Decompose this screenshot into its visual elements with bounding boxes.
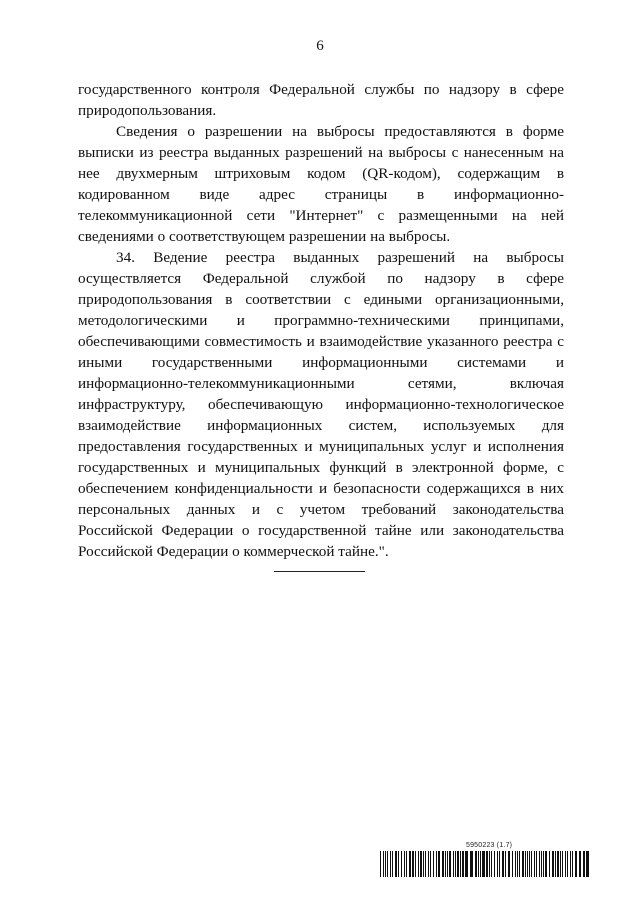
barcode-icon [380,851,590,877]
section-separator [274,571,365,572]
paragraph-emission-permit-info: Сведения о разрешении на выбросы предоставляются в форме выписки из реестра выданных разрешений на выбросы с нанесенным на нее двухмерным штриховым кодом (QR-кодом), содержащим в кодированном виде адрес страницы в информационно-телекоммуникационной сети "Интернет" с размещенными на ней сведениями о соответствующем разрешении на выбросы. [78,123,564,245]
page-number: 6 [316,38,324,54]
document-body [78,79,564,562]
paragraph-34-registry: 34. Ведение реестра выданных разрешений на выбросы осуществляется Федеральной службой по надзору в сфере природопользования в соответствии с едиными организационными, методологическими и программно-техническими принципами, обеспечивающими совместимость и взаимодействие указанного реестра с иными государственными информационными системами и информационно-телекоммуникационными сетями, включая инфраструктуру, обеспечивающую информационно-технологическое взаимодействие информационных систем, используемых для предоставления государственных и муниципальных услуг и исполнения государственных и муниципальных функций в электронной форме, с обеспечением конфиденциальности и безопасности содержащихся в них персональных данных и с учетом требований законодательства Российской Федерации о государственной тайне или законодательства Российской Федерации о коммерческой тайне.". [78,249,564,560]
paragraph-continuation: государственного контроля Федеральной службы по надзору в сфере природопользования. [78,81,564,119]
barcode-code-label: 5950223 (1.7) [466,842,513,849]
